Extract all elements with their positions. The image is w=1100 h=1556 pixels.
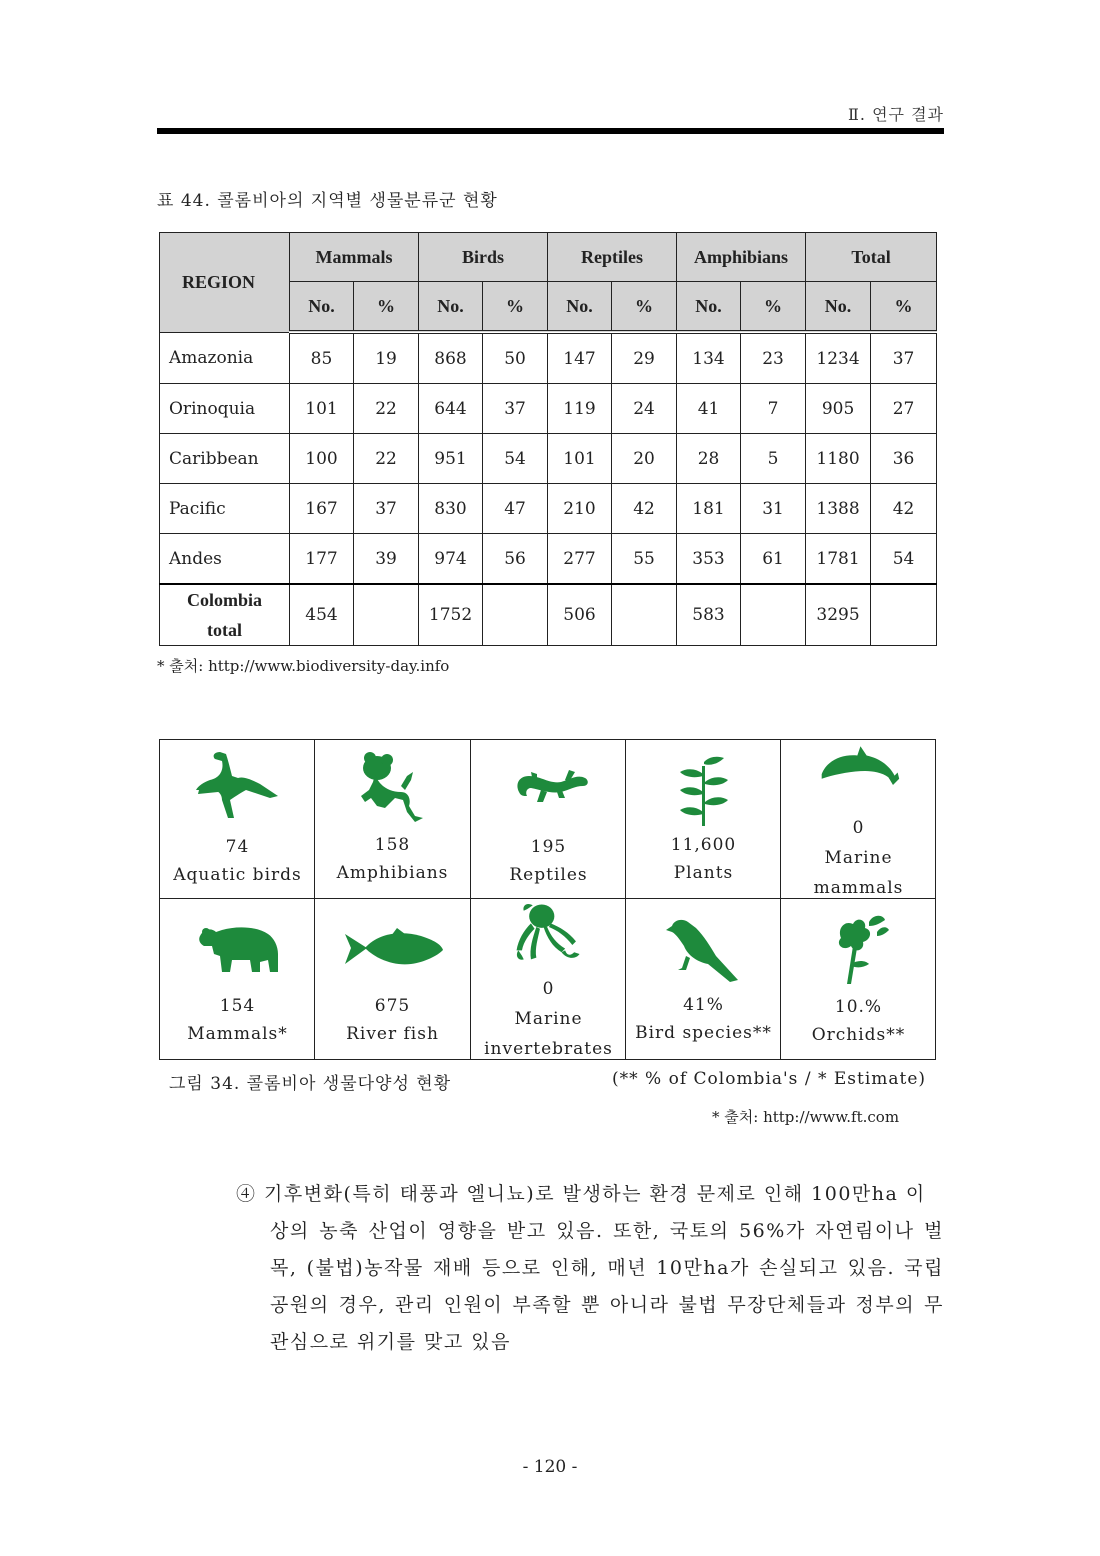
region-header: REGION bbox=[160, 233, 290, 333]
table-cell: 905 bbox=[806, 384, 871, 434]
figure-label: Amphibians bbox=[336, 863, 449, 883]
table-cell: 101 bbox=[548, 434, 612, 484]
table-cell: 54 bbox=[483, 434, 548, 484]
table-cell: 101 bbox=[290, 384, 354, 434]
body-paragraph bbox=[236, 1176, 944, 1361]
table-cell: 20 bbox=[612, 434, 677, 484]
table-cell: 23 bbox=[741, 332, 806, 384]
header-title: Ⅱ. 연구 결과 bbox=[848, 105, 944, 124]
group-header-mammals: Mammals bbox=[290, 233, 419, 282]
table-cell: 167 bbox=[290, 484, 354, 534]
table-total-row bbox=[160, 584, 937, 646]
figure-value: 41% bbox=[683, 995, 724, 1015]
table-row bbox=[160, 484, 937, 534]
table-cell: 61 bbox=[741, 534, 806, 585]
table-cell: 177 bbox=[290, 534, 354, 585]
figure-cell-river-fish bbox=[315, 900, 470, 1059]
orchid-icon bbox=[781, 906, 936, 986]
figure-label: River fish bbox=[346, 1024, 439, 1044]
sub-header-no: No. bbox=[677, 282, 741, 333]
figure-label-line2: invertebrates bbox=[484, 1039, 613, 1059]
paragraph-first-line: ④ 기후변화(특히 태풍과 엘니뇨)로 발생하는 환경 문제로 인해 100만ha 이 bbox=[236, 1183, 926, 1205]
figure-value: 74 bbox=[225, 837, 250, 857]
figure-value: 11,600 bbox=[670, 835, 737, 855]
sub-header-pct: % bbox=[741, 282, 806, 333]
table-cell: 951 bbox=[419, 434, 483, 484]
fish-icon bbox=[315, 906, 470, 986]
table-cell: 55 bbox=[612, 534, 677, 585]
page-number: - 120 - bbox=[522, 1457, 578, 1477]
figure-value: 154 bbox=[219, 996, 256, 1016]
table-cell: 22 bbox=[354, 384, 419, 434]
group-header-total: Total bbox=[806, 233, 937, 282]
bear-icon bbox=[160, 906, 315, 986]
figure-label-line2: mammals bbox=[813, 878, 904, 898]
figure-label: Aquatic birds bbox=[173, 865, 302, 885]
table-cell: 29 bbox=[612, 332, 677, 384]
table-cell: 7 bbox=[741, 384, 806, 434]
sub-header-no: No. bbox=[290, 282, 354, 333]
lizard-icon bbox=[471, 746, 626, 826]
table-cell: 37 bbox=[354, 484, 419, 534]
octopus-icon bbox=[471, 900, 626, 972]
region-name: Caribbean bbox=[160, 434, 290, 484]
table-cell: 644 bbox=[419, 384, 483, 434]
figure-value: 675 bbox=[374, 996, 411, 1016]
table-cell bbox=[483, 584, 548, 646]
figure-value: 10.% bbox=[834, 997, 883, 1017]
figure-source: * 출처: http://www.ft.com bbox=[712, 1108, 900, 1126]
table-source: * 출처: http://www.biodiversity-day.info bbox=[157, 657, 450, 675]
figure-label: Bird species** bbox=[635, 1023, 772, 1043]
figure-cell-plants bbox=[626, 740, 781, 899]
region-name: Andes bbox=[160, 534, 290, 585]
figure-note: (** % of Colombia's / * Estimate) bbox=[612, 1069, 927, 1089]
plant-icon bbox=[626, 746, 781, 826]
table-cell: 454 bbox=[290, 584, 354, 646]
table-cell: 22 bbox=[354, 434, 419, 484]
perching-bird-icon bbox=[626, 906, 781, 986]
table-cell: 50 bbox=[483, 332, 548, 384]
table-cell: 41 bbox=[677, 384, 741, 434]
frog-icon bbox=[315, 746, 470, 826]
figure-value: 0 bbox=[852, 818, 865, 838]
table-cell: 19 bbox=[354, 332, 419, 384]
biodiversity-figure bbox=[159, 739, 936, 1060]
sub-header-pct: % bbox=[871, 282, 937, 333]
figure-cell-mammals bbox=[160, 900, 315, 1059]
table-cell: 1234 bbox=[806, 332, 871, 384]
table-cell: 36 bbox=[871, 434, 937, 484]
region-name: Pacific bbox=[160, 484, 290, 534]
header-rule bbox=[157, 128, 944, 134]
table-row bbox=[160, 332, 937, 384]
table-cell: 39 bbox=[354, 534, 419, 585]
figure-cell-reptiles bbox=[471, 740, 626, 899]
total-label-line1: Colombia bbox=[186, 590, 262, 610]
figure-cell-amphibians bbox=[315, 740, 470, 899]
figure-label-line1: Marine bbox=[514, 1009, 583, 1029]
table-cell: 37 bbox=[483, 384, 548, 434]
running-header bbox=[157, 100, 944, 135]
figure-value: 195 bbox=[530, 837, 567, 857]
figure-cell-orchids bbox=[781, 900, 936, 1059]
table-cell: 210 bbox=[548, 484, 612, 534]
table-cell: 134 bbox=[677, 332, 741, 384]
table-cell: 37 bbox=[871, 332, 937, 384]
group-header-birds: Birds bbox=[419, 233, 548, 282]
figure-label: Orchids** bbox=[811, 1025, 906, 1045]
group-header-amphibians: Amphibians bbox=[677, 233, 806, 282]
table-cell: 1752 bbox=[419, 584, 483, 646]
figure-value: 0 bbox=[542, 979, 555, 999]
table-row bbox=[160, 534, 937, 585]
figure-label: Reptiles bbox=[509, 865, 588, 885]
table-cell: 868 bbox=[419, 332, 483, 384]
table-row bbox=[160, 434, 937, 484]
region-name: Amazonia bbox=[160, 332, 290, 384]
sub-header-pct: % bbox=[612, 282, 677, 333]
paragraph-continuation: 상의 농축 산업이 영향을 받고 있음. 또한, 국토의 56%가 자연림이나 벌목, (불법)농작물 재배 등으로 인해, 매년 10만ha가 손실되고 있음. 국립공원의 경우, 관리 인원이 부족할 뿐 아니라 불법 무장단체들과 정부의 무관심으로 위기를 맞고 있음 bbox=[270, 1220, 944, 1353]
table-cell: 56 bbox=[483, 534, 548, 585]
table-cell: 974 bbox=[419, 534, 483, 585]
table-cell: 5 bbox=[741, 434, 806, 484]
table-cell: 353 bbox=[677, 534, 741, 585]
sub-header-pct: % bbox=[483, 282, 548, 333]
table-cell: 1781 bbox=[806, 534, 871, 585]
table-cell: 42 bbox=[612, 484, 677, 534]
sub-header-no: No. bbox=[548, 282, 612, 333]
table-cell bbox=[741, 584, 806, 646]
table-cell: 277 bbox=[548, 534, 612, 585]
table-cell: 3295 bbox=[806, 584, 871, 646]
table-cell: 31 bbox=[741, 484, 806, 534]
figure-cell-marine-mammals bbox=[781, 740, 936, 899]
figure-label: Plants bbox=[673, 863, 734, 883]
table-cell: 42 bbox=[871, 484, 937, 534]
figure-cell-bird-species bbox=[626, 900, 781, 1059]
figure-label-line1: Marine bbox=[824, 848, 893, 868]
table-cell: 830 bbox=[419, 484, 483, 534]
region-name: Orinoquia bbox=[160, 384, 290, 434]
table-cell: 1388 bbox=[806, 484, 871, 534]
table-cell: 100 bbox=[290, 434, 354, 484]
table-cell: 85 bbox=[290, 332, 354, 384]
figure-caption: 그림 34. 콜롬비아 생물다양성 현황 bbox=[169, 1074, 452, 1094]
table-cell: 27 bbox=[871, 384, 937, 434]
bird-icon bbox=[160, 746, 315, 826]
figure-value: 158 bbox=[374, 835, 411, 855]
table-cell bbox=[612, 584, 677, 646]
total-row-label bbox=[160, 584, 290, 646]
table-cell: 147 bbox=[548, 332, 612, 384]
group-header-reptiles: Reptiles bbox=[548, 233, 677, 282]
table-cell: 181 bbox=[677, 484, 741, 534]
table-cell bbox=[871, 584, 937, 646]
table-cell: 506 bbox=[548, 584, 612, 646]
figure-label: Mammals* bbox=[187, 1024, 288, 1044]
table-cell: 24 bbox=[612, 384, 677, 434]
table-cell: 28 bbox=[677, 434, 741, 484]
figure-cell-marine-invertebrates bbox=[471, 900, 626, 1059]
table-cell: 583 bbox=[677, 584, 741, 646]
sub-header-no: No. bbox=[419, 282, 483, 333]
table-cell: 1180 bbox=[806, 434, 871, 484]
dolphin-icon bbox=[781, 740, 936, 802]
sub-header-no: No. bbox=[806, 282, 871, 333]
biodiversity-table bbox=[159, 232, 937, 646]
table-cell bbox=[354, 584, 419, 646]
table-cell: 54 bbox=[871, 534, 937, 585]
table-cell: 47 bbox=[483, 484, 548, 534]
total-label-line2: total bbox=[207, 620, 242, 640]
table-caption: 표 44. 콜롬비아의 지역별 생물분류군 현황 bbox=[157, 191, 498, 211]
table-cell: 119 bbox=[548, 384, 612, 434]
table-row bbox=[160, 384, 937, 434]
sub-header-pct: % bbox=[354, 282, 419, 333]
figure-cell-aquatic-birds bbox=[160, 740, 315, 899]
